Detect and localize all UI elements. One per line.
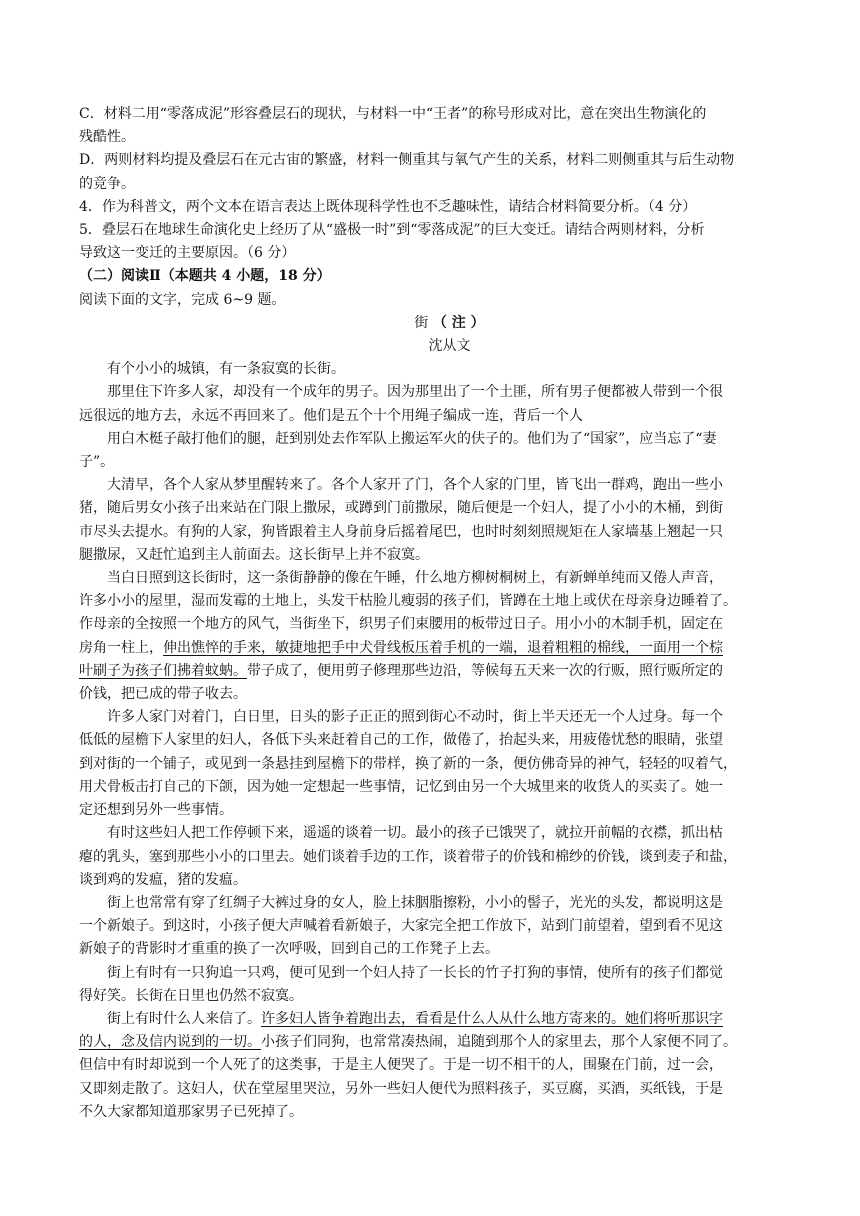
story-line: 到对街的一个铺子，或见到一条悬挂到屋檐下的带样，换了新的一条，便仿佛奇异的神气，轻轻的叹着气， bbox=[79, 755, 737, 772]
story-text: 当白日照到这长街时，这一条街静静的像在午睡，什么地方柳树桐树上 bbox=[107, 570, 541, 587]
section-instruction: 阅读下面的文字，完成 6~9 题。 bbox=[79, 291, 286, 308]
underlined-sentence-1b: 叶刷子为孩子们拂着蚊蚋。 bbox=[79, 662, 247, 679]
option-c-line-2: 残酷性。 bbox=[79, 129, 135, 146]
red-comma: ， bbox=[541, 570, 555, 587]
story-line: 价钱，把已成的带子收去。 bbox=[79, 686, 247, 703]
option-d-line-1: D．两则材料均提及叠层石在元古宙的繁盛，材料一侧重其与氧气产生的关系，材料二则侧重其与后生动物 bbox=[79, 152, 735, 169]
story-line: 许多小小的屋里，湿而发霉的土地上，头发干枯脸儿瘦弱的孩子们，皆蹲在土地上或伏在母亲身边睡着了。 bbox=[79, 593, 737, 610]
story-line: 街上有时有一只狗追一只鸡，便可见到一个妇人持了一长长的竹子打狗的事情，使所有的孩子们都觉 bbox=[107, 964, 723, 981]
story-text: 带子成了，便用剪子修理那些边沿，等候每五天来一次的行贩，照行贩所定的 bbox=[247, 662, 723, 679]
story-author: 沈从文 bbox=[428, 338, 471, 355]
story-text: 有新蝉单纯而又倦人声音， bbox=[555, 570, 723, 587]
underlined-sentence-2b: 的人，念及信内说到的一切。 bbox=[79, 1034, 261, 1051]
story-line: 远很远的地方去，永远不再回来了。他们是五个十个用绳子编成一连，背后一个人 bbox=[79, 407, 583, 424]
story-line bbox=[79, 1031, 800, 1054]
story-title-main: 街 bbox=[414, 314, 429, 331]
story-line bbox=[79, 567, 800, 590]
story-line: 但信中有时却说到一个人死了的这类事，于是主人便哭了。于是一切不相干的人，围聚在门前，过一会， bbox=[79, 1057, 723, 1074]
story-line: 不久大家都知道那家男子已死掉了。 bbox=[79, 1103, 303, 1120]
question-4: 4．作为科普文，两个文本在语言表达上既体现科学性也不乏趣味性，请结合材料简要分析。（4 分） bbox=[79, 198, 697, 215]
story-line bbox=[79, 637, 800, 660]
story-line: 用白木梃子敲打他们的腿，赶到别处去作军队上搬运军火的伕子的。他们为了“国家”，应当忘了“妻 bbox=[107, 430, 717, 447]
story-line: 低低的屋檐下人家里的妇人，各低下头来赶着自己的工作，做倦了，抬起头来，用疲倦忧愁的眼睛，张望 bbox=[79, 732, 723, 749]
story-line: 定还想到另外一些事情。 bbox=[79, 802, 233, 819]
story-line: 有时这些妇人把工作停顿下来，遥遥的谈着一切。最小的孩子已饿哭了，就拉开前幅的衣襟，抓出枯 bbox=[107, 825, 723, 842]
story-line: 市尽头去提水。有狗的人家，狗皆跟着主人身前身后摇着尾巴，也时时刻刻照规矩在人家墙基上翘起一只 bbox=[79, 523, 723, 540]
story-line: 街上也常常有穿了红绸子大裤过身的女人，脸上抹胭脂擦粉，小小的髻子，光光的头发，都说明这是 bbox=[107, 894, 723, 911]
story-text: 房角一柱上， bbox=[79, 639, 163, 656]
underlined-sentence-2a: 许多妇人皆争着跑出去，看看是什么人从什么地方寄来的。她们将听那识字 bbox=[261, 1010, 723, 1027]
story-line bbox=[79, 660, 800, 683]
story-line: 子”。 bbox=[79, 454, 115, 471]
story-line: 一个新娘子。到这时，小孩子便大声喊着看新娘子，大家完全把工作放下，站到门前望着，望到看不见这 bbox=[79, 918, 723, 935]
story-text: 小孩子们同狗，也常常凑热闹，追随到那个人的家里去，那个人家便不同了。 bbox=[261, 1034, 737, 1051]
story-title bbox=[79, 312, 800, 335]
story-line: 谈到鸡的发瘟，猪的发瘟。 bbox=[79, 871, 247, 888]
underlined-sentence-1a: 伸出憔悴的手来，敏捷地把手中犬骨线板压着手机的一端，退着粗粗的棉线，一面用一个棕 bbox=[163, 639, 723, 656]
question-5-line-2: 导致这一变迁的主要原因。（6 分） bbox=[79, 245, 296, 262]
story-line bbox=[79, 1008, 800, 1031]
section-heading: （二）阅读Ⅱ（本题共 4 小题，18 分） bbox=[79, 268, 331, 285]
option-d-line-2: 的竞争。 bbox=[79, 175, 135, 192]
story-line: 新娘子的背影时才重重的换了一次呼吸，回到自己的工作凳子上去。 bbox=[79, 941, 499, 958]
story-line: 有个小小的城镇，有一条寂寞的长街。 bbox=[107, 361, 345, 378]
story-line: 那里住下许多人家，却没有一个成年的男子。因为那里出了一个土匪，所有男子便都被人带到一个很 bbox=[107, 384, 723, 401]
story-line: 用犬骨板击打自己的下颌，因为她一定想起一些事情，记忆到由另一个大城里来的收货人的买卖了。她一 bbox=[79, 778, 723, 795]
story-text: 街上有时什么人来信了。 bbox=[107, 1010, 261, 1027]
story-line: 又即刻走散了。这妇人，伏在堂屋里哭泣，另外一些妇人便代为照料孩子，买豆腐，买酒，买纸钱，于是 bbox=[79, 1080, 723, 1097]
option-c-line-1: C．材料二用“零落成泥”形容叠层石的现状，与材料一中“王者”的称号形成对比，意在突出生物演化的 bbox=[79, 106, 707, 122]
story-line: 猪，随后男女小孩子出来站在门限上撒尿，或蹲到门前撒尿，随后便是一个妇人，提了小小的木桶，到街 bbox=[79, 500, 723, 517]
story-line: 得好笑。长街在日里也仍然不寂寞。 bbox=[79, 987, 303, 1004]
story-line: 作母亲的全按照一个地方的风气，当街坐下，织男子们束腰用的板带过日子。用小小的木制手机，固定在 bbox=[79, 616, 723, 633]
story-line: 腿撒尿，又赶忙追到主人前面去。这长街早上并不寂寞。 bbox=[79, 546, 429, 563]
story-title-note: （ 注 ） bbox=[432, 314, 485, 331]
story-line: 许多人家门对着门，白日里，日头的影子正正的照到街心不动时，街上半天还无一个人过身。每一个 bbox=[107, 709, 723, 726]
story-line: 大清早，各个人家从梦里醒转来了。各个人家开了门，各个人家的门里，皆飞出一群鸡，跑出一些小 bbox=[107, 477, 723, 494]
question-5-line-1: 5．叠层石在地球生命演化史上经历了从“盛极一时”到“零落成泥”的巨大变迁。请结合两则材料，分析 bbox=[79, 222, 705, 239]
story-line: 瘪的乳头，塞到那些小小的口里去。她们谈着手边的工作，谈着带子的价钱和棉纱的价钱，谈到麦子和盐， bbox=[79, 848, 737, 865]
